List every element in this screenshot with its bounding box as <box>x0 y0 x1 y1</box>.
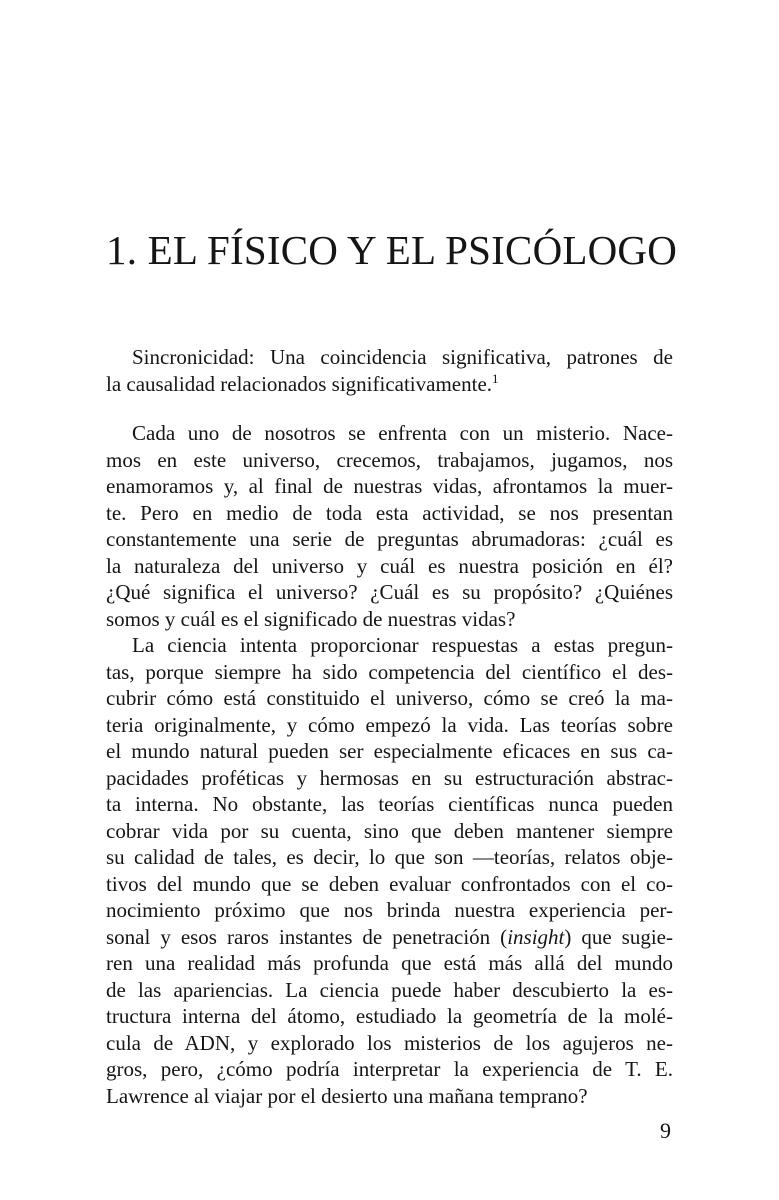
body-line: pacidades proféticas y hermosas en su estructuración abstrac- <box>106 765 673 790</box>
body-line: Lawrence al viajar por el desierto una mañana temprano? <box>106 1083 588 1108</box>
body-line: somos y cuál es el significado de nuestras vidas? <box>106 606 516 631</box>
epigraph-line: la causalidad relacionados significativamente.$^1$ <box>106 371 499 396</box>
body-line: ¿Qué significa el universo? ¿Cuál es su propósito? ¿Quiénes <box>106 580 673 604</box>
body-line: el mundo natural pueden ser especialmente eficaces en sus ca- <box>106 739 673 763</box>
italic-term: insight <box>507 924 565 949</box>
body-line: cula de ADN, y explorado los misterios de los agujeros ne- <box>106 1030 673 1055</box>
body-line: sonal y esos raros instantes de penetración (insight) que sugie- <box>106 924 673 949</box>
body-line: tructura interna del átomo, estudiado la geometría de la molé- <box>106 1004 673 1028</box>
footnote-reference[interactable]: 1 <box>492 371 499 386</box>
body-line: cobrar vida por su cuenta, sino que deben mantener siempre <box>106 818 673 843</box>
body-line: nocimiento próximo que nos brinda nuestra experiencia per- <box>106 898 673 922</box>
body-line: tivos del mundo que se deben evaluar confrontados con el co- <box>106 871 673 896</box>
body-line: tas, porque siempre ha sido competencia del científico el des- <box>106 659 673 684</box>
body-line: La ciencia intenta proporcionar respuestas a estas pregun- <box>132 633 673 657</box>
epigraph-line: Sincronicidad: Una coincidencia significativa, patrones de <box>132 345 673 369</box>
body-line: mos en este universo, crecemos, trabajamos, jugamos, nos <box>106 447 673 472</box>
body-line: ta interna. No obstante, las teorías científicas nunca pueden <box>106 792 673 816</box>
body-line: enamoramos y, al final de nuestras vidas, afrontamos la muer- <box>106 474 673 498</box>
body-line: gros, pero, ¿cómo podría interpretar la experiencia de T. E. <box>106 1057 673 1081</box>
body-line: de las apariencias. La ciencia puede haber descubierto la es- <box>106 977 673 1002</box>
body-line: la naturaleza del universo y cuál es nuestra posición en él? <box>106 553 673 578</box>
body-line: te. Pero en medio de toda esta actividad, se nos presentan <box>106 500 673 525</box>
body-line: constantemente una serie de preguntas abrumadoras: ¿cuál es <box>106 527 673 551</box>
body-line: ren una realidad más profunda que está más allá del mundo <box>106 951 673 975</box>
body-line: su calidad de tales, es decir, lo que son —teorías, relatos obje- <box>106 845 673 869</box>
body-line: teria originalmente, y cómo empezó la vida. Las teorías sobre <box>106 712 673 737</box>
body-text <box>106 420 673 1109</box>
body-line: cubrir cómo está constituido el universo, cómo se creó la ma- <box>106 686 673 710</box>
epigraph <box>106 344 673 398</box>
page-number: 9 <box>660 1118 671 1143</box>
chapter-title: 1. EL FÍSICO Y EL PSICÓLOGO <box>106 227 678 273</box>
body-line: Cada uno de nosotros se enfrenta con un misterio. Nace- <box>132 421 673 445</box>
